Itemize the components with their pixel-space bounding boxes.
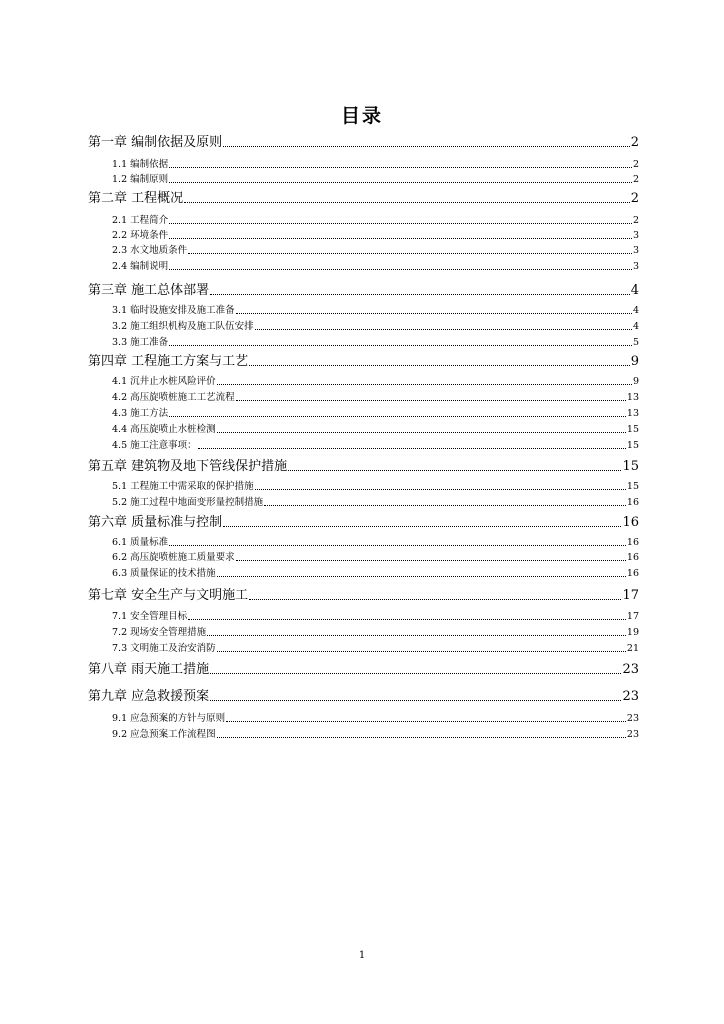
dot-leader <box>249 599 621 600</box>
toc-entry-label: 6.2 高压旋喷桩施工质量要求 <box>112 552 235 563</box>
toc-entry-page-number: 13 <box>626 408 639 419</box>
toc-entry-label: 第七章 安全生产与文明施工 <box>88 588 249 603</box>
toc-entry-page-number: 16 <box>626 497 639 508</box>
dot-leader <box>217 432 626 433</box>
toc-entry-page-number: 2 <box>632 159 639 170</box>
toc-entry-page-number: 16 <box>626 537 639 548</box>
toc-section-entry[interactable] <box>88 212 639 226</box>
toc-section-entry[interactable] <box>88 318 639 332</box>
toc-entry-label: 1.2 编制原则 <box>112 174 169 185</box>
toc-entry-label: 2.2 环境条件 <box>112 230 169 241</box>
toc-entry-page-number: 21 <box>626 643 639 654</box>
toc-section-entry[interactable] <box>88 334 639 348</box>
dot-leader <box>226 721 626 722</box>
toc-entry-label: 2.4 编制说明 <box>112 261 169 272</box>
toc-chapter-entry[interactable] <box>88 187 639 206</box>
dot-leader <box>236 313 632 314</box>
dot-leader <box>184 202 630 203</box>
toc-section-entry[interactable] <box>88 534 639 548</box>
toc-section-entry[interactable] <box>88 302 639 316</box>
dot-leader <box>217 651 626 652</box>
toc-entry-label: 9.1 应急预案的方针与原则 <box>112 713 226 724</box>
dot-leader <box>223 526 621 527</box>
toc-entry-page-number: 3 <box>632 230 639 241</box>
dot-leader <box>169 238 632 239</box>
toc-entry-label: 2.1 工程简介 <box>112 215 169 226</box>
toc-section-entry[interactable] <box>88 608 639 622</box>
toc-entry-page-number: 23 <box>622 689 639 704</box>
dot-leader <box>169 545 626 546</box>
toc-entry-page-number: 23 <box>626 729 639 740</box>
toc-entry-label: 7.2 现场安全管理措施 <box>112 627 207 638</box>
toc-entry-label: 4.3 施工方法 <box>112 408 169 419</box>
dot-leader <box>207 635 626 636</box>
toc-entry-page-number: 16 <box>622 515 639 530</box>
dot-leader <box>210 700 621 701</box>
toc-entry-page-number: 2 <box>630 191 639 206</box>
toc-entry-label: 4.4 高压旋喷止水桩检测 <box>112 424 216 435</box>
toc-chapter-entry[interactable] <box>88 685 639 704</box>
page-number: 1 <box>358 950 366 961</box>
dot-leader <box>169 269 632 270</box>
toc-entry-page-number: 9 <box>632 376 639 387</box>
toc-section-entry[interactable] <box>88 171 639 185</box>
toc-entry-label: 第二章 工程概况 <box>88 191 184 206</box>
dot-leader <box>223 146 630 147</box>
toc-section-entry[interactable] <box>88 494 639 508</box>
toc-entry-label: 第九章 应急救援预案 <box>88 689 210 704</box>
toc-entry-page-number: 9 <box>630 354 639 369</box>
dot-leader <box>210 294 630 295</box>
toc-entry-label: 4.5 施工注意事项： <box>112 440 197 451</box>
toc-section-entry[interactable] <box>88 437 639 451</box>
dot-leader <box>217 576 626 577</box>
toc-section-entry[interactable] <box>88 242 639 256</box>
toc-title: 目录 <box>340 105 383 127</box>
toc-section-entry[interactable] <box>88 549 639 563</box>
toc-section-entry[interactable] <box>88 389 639 403</box>
toc-entry-label: 1.1 编制依据 <box>112 159 169 170</box>
toc-section-entry[interactable] <box>88 640 639 654</box>
toc-entry-label: 3.2 施工组织机构及施工队伍安排 <box>112 321 254 332</box>
toc-section-entry[interactable] <box>88 710 639 724</box>
dot-leader <box>264 505 626 506</box>
toc-entry-label: 4.2 高压旋喷桩施工工艺流程 <box>112 392 235 403</box>
toc-chapter-entry[interactable] <box>88 584 639 603</box>
toc-section-entry[interactable] <box>88 478 639 492</box>
toc-entry-page-number: 4 <box>630 283 639 298</box>
toc-section-entry[interactable] <box>88 373 639 387</box>
toc-entry-page-number: 2 <box>630 135 639 150</box>
toc-entry-label: 7.3 文明施工及治安消防 <box>112 643 216 654</box>
toc-entry-page-number: 15 <box>622 459 639 474</box>
toc-entry-label: 3.3 施工准备 <box>112 337 169 348</box>
dot-leader <box>198 448 626 449</box>
toc-entry-page-number: 2 <box>632 215 639 226</box>
toc-chapter-entry[interactable] <box>88 658 639 677</box>
toc-entry-label: 6.3 质量保证的技术措施 <box>112 568 216 579</box>
toc-section-entry[interactable] <box>88 565 639 579</box>
dot-leader <box>217 737 626 738</box>
toc-chapter-entry[interactable] <box>88 511 639 530</box>
toc-entry-page-number: 17 <box>626 611 639 622</box>
toc-entry-label: 第六章 质量标准与控制 <box>88 515 223 530</box>
toc-section-entry[interactable] <box>88 227 639 241</box>
toc-section-entry[interactable] <box>88 405 639 419</box>
dot-leader <box>236 560 626 561</box>
toc-section-entry[interactable] <box>88 258 639 272</box>
dot-leader <box>255 329 632 330</box>
dot-leader <box>169 182 632 183</box>
dot-leader <box>169 223 632 224</box>
dot-leader <box>255 489 626 490</box>
toc-chapter-entry[interactable] <box>88 455 639 474</box>
toc-section-entry[interactable] <box>88 624 639 638</box>
toc-entry-label: 2.3 水文地质条件 <box>112 245 188 256</box>
dot-leader <box>288 470 621 471</box>
toc-entry-label: 7.1 安全管理目标 <box>112 611 188 622</box>
toc-entry-page-number: 15 <box>626 481 639 492</box>
toc-section-entry[interactable] <box>88 726 639 740</box>
toc-entry-label: 5.2 施工过程中地面变形量控制措施 <box>112 497 264 508</box>
toc-entry-page-number: 19 <box>626 627 639 638</box>
dot-leader <box>217 384 632 385</box>
toc-section-entry[interactable] <box>88 156 639 170</box>
toc-entry-page-number: 16 <box>626 552 639 563</box>
dot-leader <box>169 416 626 417</box>
toc-entry-label: 第四章 工程施工方案与工艺 <box>88 354 249 369</box>
toc-entry-page-number: 3 <box>632 261 639 272</box>
toc-chapter-entry[interactable] <box>88 131 639 150</box>
toc-entry-page-number: 13 <box>626 392 639 403</box>
toc-entry-label: 5.1 工程施工中需采取的保护措施 <box>112 481 254 492</box>
toc-entry-page-number: 16 <box>626 568 639 579</box>
toc-entry-page-number: 4 <box>632 305 639 316</box>
toc-chapter-entry[interactable] <box>88 350 639 369</box>
toc-entry-label: 第五章 建筑物及地下管线保护措施 <box>88 459 288 474</box>
toc-entry-label: 6.1 质量标准 <box>112 537 169 548</box>
toc-entry-label: 3.1 临时设施安排及施工准备 <box>112 305 235 316</box>
toc-entry-page-number: 3 <box>632 245 639 256</box>
dot-leader <box>210 673 621 674</box>
toc-entry-page-number: 23 <box>622 662 639 677</box>
dot-leader <box>236 400 626 401</box>
toc-entry-page-number: 23 <box>626 713 639 724</box>
dot-leader <box>169 345 632 346</box>
toc-entry-page-number: 17 <box>622 588 639 603</box>
toc-entry-page-number: 5 <box>632 337 639 348</box>
dot-leader <box>249 365 630 366</box>
toc-entry-page-number: 15 <box>626 424 639 435</box>
toc-entry-page-number: 4 <box>632 321 639 332</box>
toc-entry-label: 第三章 施工总体部署 <box>88 283 210 298</box>
toc-entry-page-number: 15 <box>626 440 639 451</box>
dot-leader <box>188 253 632 254</box>
toc-entry-label: 第一章 编制依据及原则 <box>88 135 223 150</box>
toc-chapter-entry[interactable] <box>88 279 639 298</box>
dot-leader <box>169 167 632 168</box>
toc-entry-page-number: 2 <box>632 174 639 185</box>
toc-section-entry[interactable] <box>88 421 639 435</box>
dot-leader <box>188 619 626 620</box>
toc-entry-label: 4.1 沉井止水桩风险评价 <box>112 376 216 387</box>
toc-entry-label: 9.2 应急预案工作流程图 <box>112 729 216 740</box>
toc-entry-label: 第八章 雨天施工措施 <box>88 662 210 677</box>
